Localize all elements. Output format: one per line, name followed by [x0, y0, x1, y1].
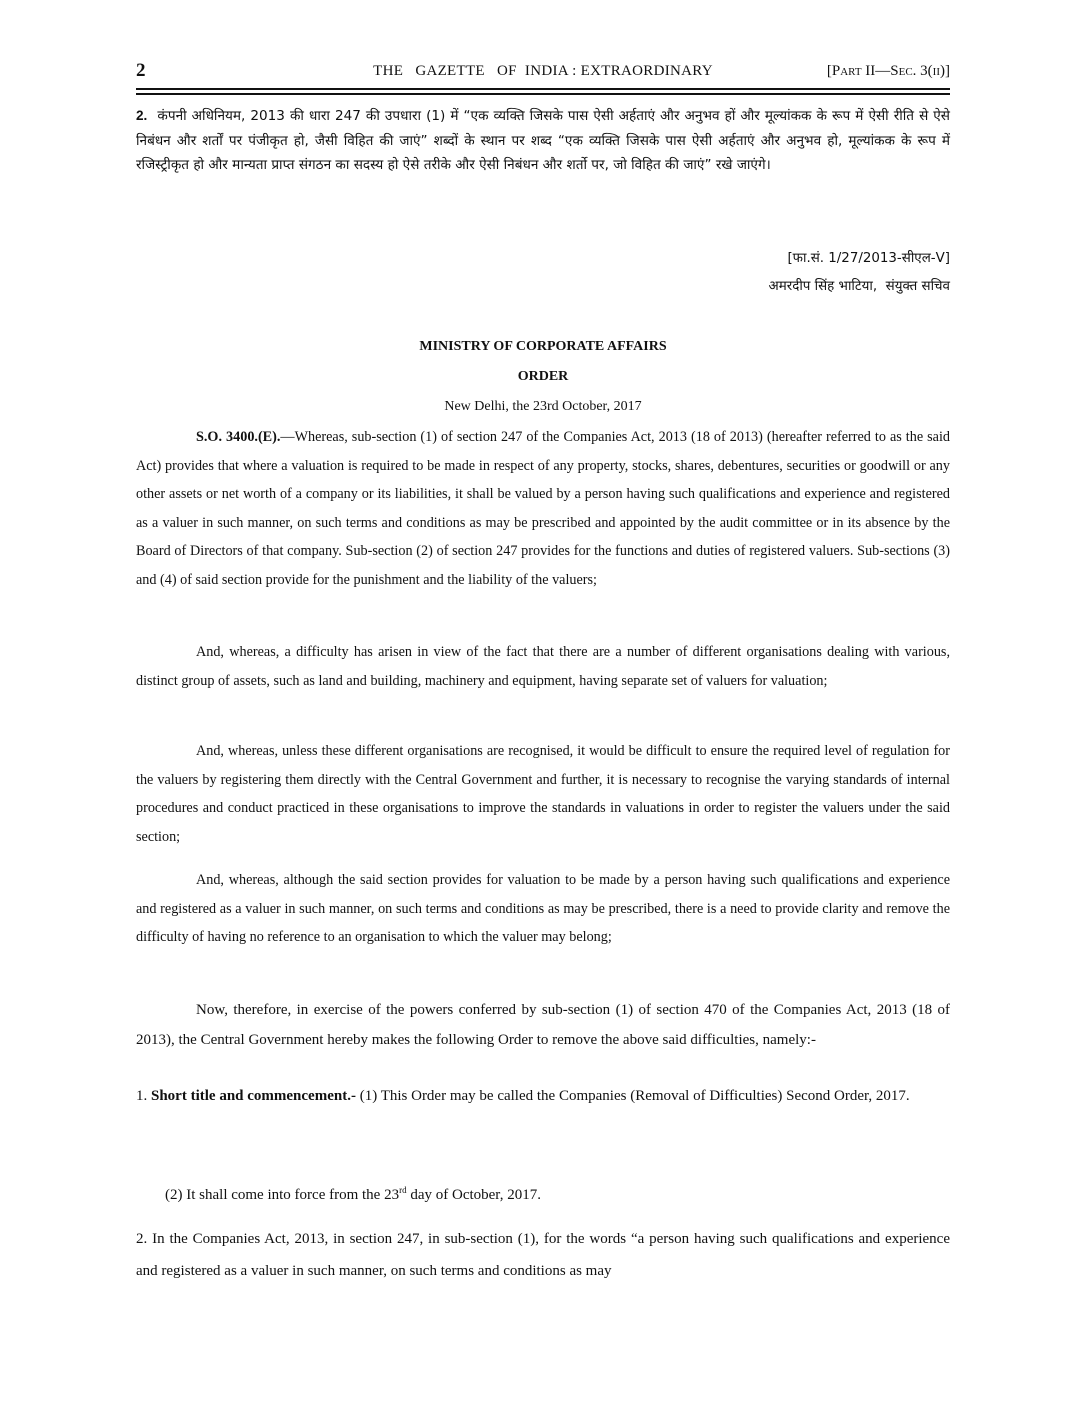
- part-section: [Part II—Sec. 3(ii)]: [826, 63, 950, 79]
- order-heading: ORDER: [517, 369, 569, 384]
- so-number: S.O. 3400.(E).: [196, 429, 281, 445]
- hindi-notification-text: [136, 104, 950, 178]
- clause-1-text: (1) This Order may be called the Companies (Removal of Difficulties) Second Order, 2017.: [355, 1088, 910, 1104]
- clause-2: 2. In the Companies Act, 2013, in section 247, in sub-section (1), for the words “a person having such qualifications and experience and registered as a valuer in such manner, on such terms and conditions as may: [136, 1231, 950, 1279]
- clause-1: [136, 1081, 950, 1111]
- page-header: [136, 60, 950, 88]
- clause-1-number: 1.: [136, 1088, 148, 1104]
- hindi-clause-number: 2.: [136, 108, 148, 123]
- ordinal-suffix: rd: [399, 1185, 407, 1195]
- order-paragraph-3: And, whereas, unless these different organisations are recognised, it would be difficult to ensure the required level of regulation for the valuers by registering them directly with the Central Government and further, it is necessary to recognise the varying standards of internal procedures and conduct practiced in these organisations to improve the standards in valuations in order to register the valuers under the said section;: [136, 743, 950, 845]
- subclause-2-text-b: day of October, 2017.: [406, 1187, 541, 1203]
- file-number: [फा.सं. 1/27/2013-सीएल-V]: [787, 251, 950, 266]
- order-paragraph-2: And, whereas, a difficulty has arisen in view of the fact that there are a number of different organisations dealing with various, distinct group of assets, such as land and building, machinery and equipment, having separate set of valuers for valuation;: [136, 644, 950, 689]
- order-paragraph-5: Now, therefore, in exercise of the powers conferred by sub-section (1) of section 470 of the Companies Act, 2013 (18 of 2013), the Central Government hereby makes the following Order to remove the above said difficulties, namely:-: [136, 1002, 950, 1048]
- order-paragraph-4: And, whereas, although the said section provides for valuation to be made by a person having such qualifications and experience and registered as a valuer in such manner, on such terms and conditions as may be prescribed, there is a need to provide clarity and remove the difficulty of having no reference to an organisation to which the valuer may belong;: [136, 872, 950, 946]
- order-paragraph-1-text: —Whereas, sub-section (1) of section 247 of the Companies Act, 2013 (18 of 2013) (hereafter referred to as the said Act) provides that where a valuation is required to be made in respect of any property, stocks, shares, debentures, securities or goodwill or any other assets or net worth of a company or its liabilities, it shall be valued by a person having such qualifications and experience and registered as a valuer in such manner, on such terms and conditions as may be prescribed and appointed by the audit committee or in its absence by the Board of Directors of that company. Sub-section (2) of section 247 provides for the functions and duties of registered valuers. Sub-sections (3) and (4) of said section provide for the punishment and the liability of the valuers;: [136, 429, 950, 588]
- page-number: 2: [136, 60, 146, 81]
- place-date: New Delhi, the 23rd October, 2017: [444, 399, 642, 414]
- clause-1-subclause-2: [165, 1180, 945, 1210]
- header-rule-bottom: [136, 93, 950, 95]
- gazette-title: THE GAZETTE OF INDIA : EXTRAORDINARY: [373, 63, 713, 79]
- subclause-2-text-a: (2) It shall come into force from the 23: [165, 1187, 400, 1203]
- hindi-clause-text: कंपनी अधिनियम, 2013 की धारा 247 की उपधारा (1) में “एक व्यक्ति जिसके पास ऐसी अर्हताएं और अनुभव हों और मूल्यांकक के रूप में ऐसी रीति से ऐसे निबंधन और शर्तों पर पंजीकृत हो, जैसी विहित की जाएं” शब्दों के स्थान पर शब्द “एक व्यक्ति जिसके पास ऐसी अर्हताएं और अनुभव हो, मूल्यांकक के रूप में रजिस्ट्रीकृत हो और मान्यता प्राप्त संगठन का सदस्य हो ऐसे तरीके और ऐसी निबंधन और शर्तो पर, जो विहित की जाएं” रखे जाएंगे।: [136, 108, 950, 173]
- header-rule-top: [136, 88, 950, 90]
- signatory: अमरदीप सिंह भाटिया, संयुक्त सचिव: [768, 279, 950, 294]
- order-paragraph-1: [136, 423, 950, 595]
- clause-1-title: Short title and commencement.-: [151, 1088, 356, 1104]
- ministry-heading: MINISTRY OF CORPORATE AFFAIRS: [419, 339, 667, 354]
